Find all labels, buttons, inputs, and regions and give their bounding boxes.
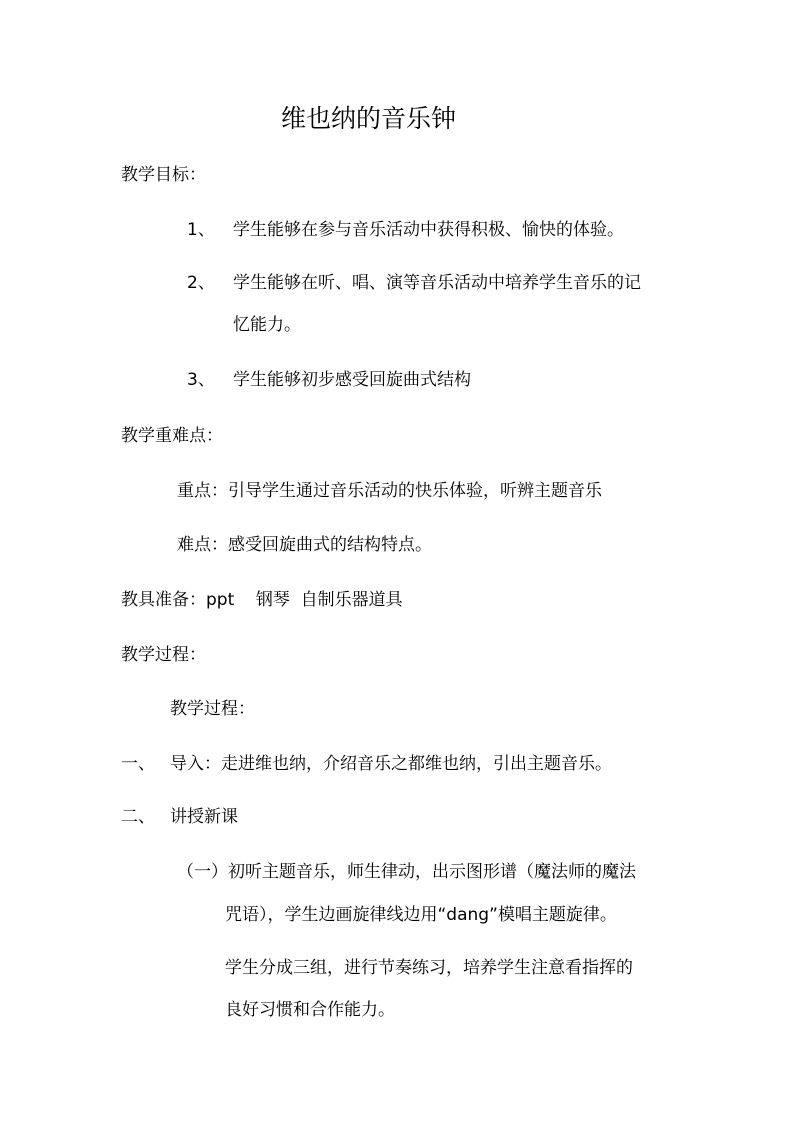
objective-text-1: 学生能够在参与音乐活动中获得积极、愉快的体验。 bbox=[233, 220, 624, 240]
key-point: 重点：引导学生通过音乐活动的快乐体验，听辨主题音乐 bbox=[177, 481, 602, 501]
objective-number-1: 1、 bbox=[187, 220, 215, 240]
materials-line: 教具准备：ppt 钢琴 自制乐器道具 bbox=[121, 590, 403, 610]
objective-text-2: 学生能够在听、唱、演等音乐活动中培养学生音乐的记 bbox=[233, 273, 641, 293]
objective-number-2: 2、 bbox=[187, 273, 215, 293]
objectives-heading: 教学目标： bbox=[121, 165, 206, 185]
process-step-2-text: 讲授新课 bbox=[170, 807, 238, 827]
objective-number-3: 3、 bbox=[187, 370, 215, 390]
process-step-1-text: 导入：走进维也纳，介绍音乐之都维也纳，引出主题音乐。 bbox=[170, 754, 612, 774]
document-title: 维也纳的音乐钟 bbox=[281, 104, 457, 133]
process-step-2-number: 二、 bbox=[121, 807, 155, 827]
paragraph-line-2: 良好习惯和合作能力。 bbox=[225, 1000, 395, 1020]
objective-text-2-continued: 忆能力。 bbox=[233, 315, 301, 335]
subsection-1-line-2: 咒语），学生边画旋律线边用“dang”模唱主题旋律。 bbox=[225, 905, 617, 925]
subsection-1-line-1: （一）初听主题音乐，师生律动，出示图形谱（魔法师的魔法 bbox=[177, 862, 636, 882]
key-points-heading: 教学重难点： bbox=[121, 426, 223, 446]
paragraph-line-1: 学生分成三组，进行节奏练习，培养学生注意看指挥的 bbox=[225, 958, 633, 978]
process-heading: 教学过程： bbox=[121, 645, 206, 665]
objective-text-3: 学生能够初步感受回旋曲式结构 bbox=[233, 370, 471, 390]
process-subheading: 教学过程： bbox=[170, 699, 255, 719]
difficult-point: 难点：感受回旋曲式的结构特点。 bbox=[177, 535, 432, 555]
process-step-1-number: 一、 bbox=[121, 754, 155, 774]
